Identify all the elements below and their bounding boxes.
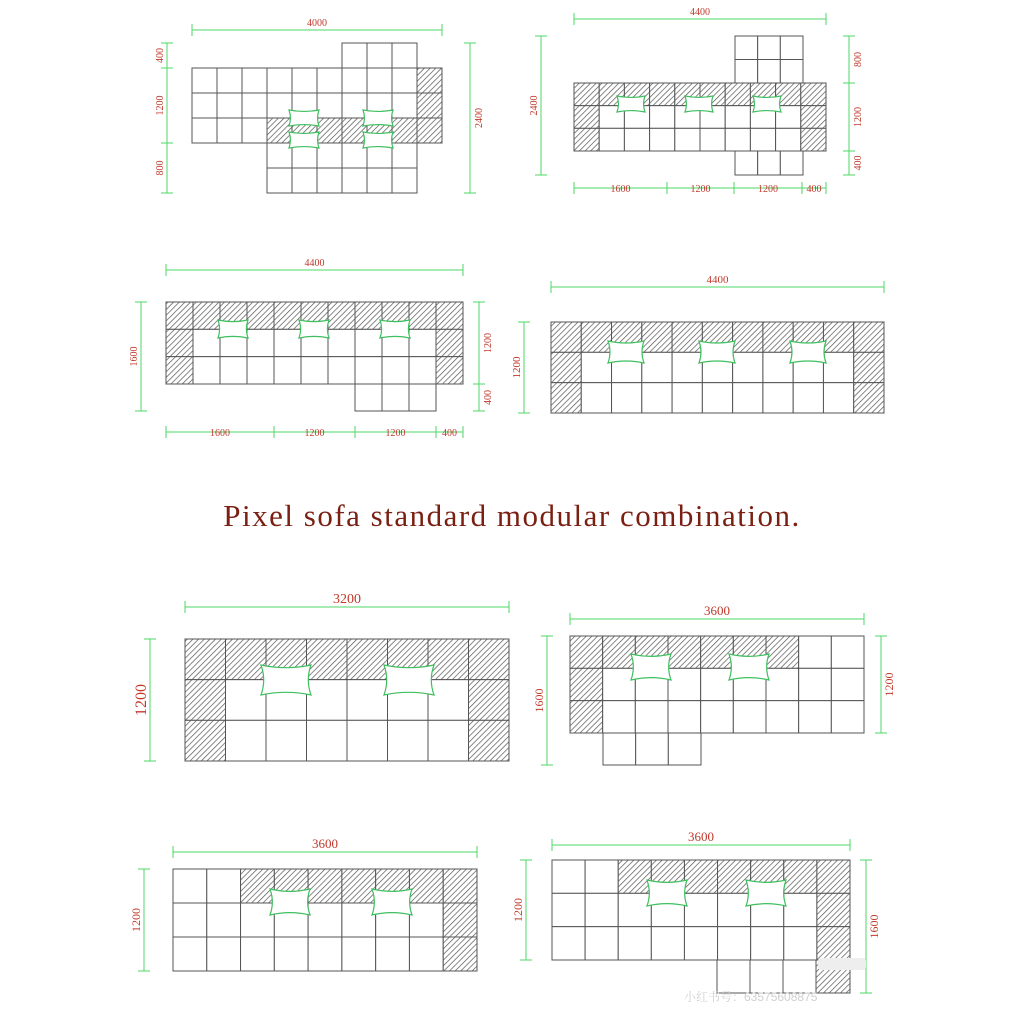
sofa-module [417,68,442,93]
sofa-module [636,733,669,765]
dimension-label: 1600 [129,346,140,367]
sofa-module [766,636,799,668]
cushion-icon [746,880,786,906]
sofa-module [382,384,409,411]
sofa-module [192,93,217,118]
sofa-module [570,636,603,668]
sofa-module [469,639,510,680]
sofa-module [207,937,241,971]
sofa-module [342,168,367,193]
sofa-module [823,383,853,413]
sofa-module [733,322,763,352]
sofa-module [817,860,850,893]
sofa-module [409,869,443,903]
cushion-icon [261,665,311,695]
sofa-module [342,937,376,971]
dimension-label: 3600 [704,603,730,618]
cushion-icon [289,110,319,126]
diagram-2 [529,7,864,195]
sofa-module [392,43,417,68]
sofa-module [618,927,651,960]
sofa-module [226,639,267,680]
sofa-module [193,302,220,329]
sofa-module [242,118,267,143]
sofa-module [854,322,884,352]
sofa-module [317,168,342,193]
sofa-module [618,860,651,893]
sofa-module [185,720,226,761]
sofa-module [342,43,367,68]
sofa-module [367,43,392,68]
sofa-module [612,383,642,413]
sofa-module [650,128,675,151]
sofa-module [367,68,392,93]
sofa-module [207,903,241,937]
dimension-label: 1200 [155,95,166,116]
sofa-module [700,128,725,151]
sofa-module [342,903,376,937]
sofa-module [763,383,793,413]
sofa-module [552,893,585,926]
sofa-module [173,869,207,903]
sofa-module [672,322,702,352]
sofa-module [585,893,618,926]
sofa-module [817,927,850,960]
sofa-module [307,720,348,761]
sofa-module [185,639,226,680]
sofa-module [317,68,342,93]
sofa-module [443,903,477,937]
sofa-module [274,357,301,384]
sofa-module [581,352,611,382]
sofa-module [382,357,409,384]
sofa-module [317,143,342,168]
sofa-module [763,352,793,382]
cushion-icon [380,320,410,338]
dimension-label: 1600 [210,428,230,439]
sofa-module [733,701,766,733]
sofa-module [392,93,417,118]
sofa-module [684,860,717,893]
sofa-module [776,128,801,151]
sofa-module [292,68,317,93]
sofa-module [247,357,274,384]
sofa-module [328,329,355,356]
sofa-module [241,869,275,903]
sofa-module [392,68,417,93]
sofa-module [428,720,469,761]
sofa-module [780,151,803,175]
sofa-module [750,128,775,151]
sofa-module [603,668,636,700]
dimension-label: 400 [806,184,822,195]
cushion-icon [299,320,329,338]
sofa-module [355,302,382,329]
sofa-module [642,322,672,352]
sofa-module [409,329,436,356]
sofa-module [651,927,684,960]
sofa-module [684,893,717,926]
sofa-module [603,733,636,765]
sofa-module [292,168,317,193]
sofa-module [307,680,348,721]
dimension-label: 2400 [474,108,485,128]
cushion-icon [685,96,713,112]
sofa-module [220,357,247,384]
diagram-4 [511,274,884,413]
sofa-module [342,869,376,903]
watermark-text: 小红书号：63575608875 [684,990,818,1004]
sofa-module [166,329,193,356]
dimension-label: 1200 [882,672,896,697]
sofa-module [733,352,763,382]
sofa-module [675,128,700,151]
sofa-module [185,680,226,721]
sofa-module [784,893,817,926]
sofa-module [763,322,793,352]
dimension-label: 1200 [853,107,864,127]
sofa-module [409,903,443,937]
sofa-module [570,668,603,700]
sofa-module [226,680,267,721]
sofa-module [574,128,599,151]
cushion-icon [372,889,412,915]
sofa-module [599,128,624,151]
dimension-label: 4000 [307,18,327,29]
dimension-label: 1200 [690,184,711,195]
dimension-label: 800 [853,52,864,67]
sofa-module [166,302,193,329]
sofa-module [585,860,618,893]
sofa-module [266,720,307,761]
sofa-module [193,329,220,356]
sofa-module [574,106,599,129]
sofa-module [817,893,850,926]
sofa-module [317,118,342,143]
sofa-module [684,927,717,960]
cushion-icon [790,341,826,363]
sofa-module [417,93,442,118]
sofa-module [701,701,734,733]
sofa-module [217,68,242,93]
sofa-module [725,106,750,129]
sofa-module [355,357,382,384]
dimension-label: 1200 [304,428,325,439]
sofa-module [317,93,342,118]
dimension-label: 4400 [304,258,325,269]
sofa-module [308,903,342,937]
sofa-module [784,927,817,960]
cushion-icon [631,654,671,680]
cushion-icon [384,665,434,695]
sofa-module [392,143,417,168]
dimension-label: 3600 [688,829,714,844]
sofa-module [725,83,750,106]
sofa-module [267,143,292,168]
sofa-module [823,352,853,382]
dimension-label: 4400 [706,274,729,286]
sofa-module [247,302,274,329]
sofa-module [347,680,388,721]
sofa-module [735,36,758,60]
sofa-module [603,636,636,668]
dimension-label: 1600 [610,184,631,195]
sofa-module [635,701,668,733]
sofa-module [735,151,758,175]
sofa-module [766,668,799,700]
sofa-module [192,68,217,93]
sofa-module [267,68,292,93]
sofa-module [642,383,672,413]
diagram-3 [129,258,494,439]
dimension-label: 400 [442,428,457,439]
cushion-icon [729,654,769,680]
sofa-module [409,384,436,411]
cushion-icon [218,320,248,338]
sofa-module [801,83,826,106]
cushion-icon [699,341,735,363]
dimension-label: 800 [155,160,166,176]
dimension-label: 1200 [511,898,525,922]
sofa-module [328,357,355,384]
sofa-module [570,701,603,733]
sofa-module [347,720,388,761]
sofa-module [551,383,581,413]
sofa-module [799,636,832,668]
dimension-label: 1200 [483,333,494,353]
sofa-module [193,357,220,384]
sofa-module [585,927,618,960]
cushion-icon [753,96,781,112]
sofa-module [226,720,267,761]
sofa-module [823,322,853,352]
sofa-module [217,93,242,118]
sofa-module [207,869,241,903]
cushion-icon [617,96,645,112]
sofa-module [831,636,864,668]
sofa-module [668,636,701,668]
sofa-module [308,869,342,903]
sofa-module [392,118,417,143]
sofa-module [267,118,292,143]
sofa-module [274,937,308,971]
sofa-module [192,118,217,143]
sofa-module [581,383,611,413]
sofa-module [551,322,581,352]
sofa-module [342,93,367,118]
sofa-module [854,383,884,413]
caption-title: Pixel sofa standard modular combination. [223,498,801,533]
sofa-module [347,639,388,680]
sofa-module [308,937,342,971]
dimension-label: 400 [155,48,166,63]
sofa-module [342,68,367,93]
sofa-module [392,168,417,193]
sofa-module [668,668,701,700]
sofa-module [409,357,436,384]
sofa-module [469,720,510,761]
sofa-module [618,893,651,926]
sofa-module [436,357,463,384]
dimension-label: 3200 [333,592,361,607]
sofa-module [735,60,758,84]
sofa-module [388,720,429,761]
cushion-icon [647,880,687,906]
sofa-module [166,357,193,384]
sofa-module [443,869,477,903]
sofa-module [831,701,864,733]
sofa-module [672,352,702,382]
sofa-module [173,903,207,937]
sofa-module [751,927,784,960]
watermark-badge [818,958,866,970]
diagram-1 [155,18,485,193]
sofa-module [436,302,463,329]
sofa-module [417,118,442,143]
sofa-module [701,668,734,700]
sofa-module [242,68,267,93]
sofa-module [367,168,392,193]
sofa-module [274,329,301,356]
dimension-label: 2400 [529,95,540,116]
diagram-6 [532,603,896,765]
sofa-module [702,383,732,413]
sofa-module [780,36,803,60]
sofa-module [267,168,292,193]
sofa-module [274,302,301,329]
sofa-module [793,383,823,413]
sofa-module [552,860,585,893]
sofa-module [443,937,477,971]
sofa-module [247,329,274,356]
diagram-7 [129,836,477,971]
sofa-module [428,680,469,721]
sofa-module [241,937,275,971]
sofa-module [173,937,207,971]
sofa-module [718,860,751,893]
dimension-label: 1600 [532,688,546,713]
sofa-module [801,128,826,151]
sofa-module [307,639,348,680]
dimension-label: 1200 [385,428,406,439]
sofa-module [603,701,636,733]
sofa-module [574,83,599,106]
sofa-module [301,357,328,384]
sofa-module [758,60,781,84]
sofa-module [801,106,826,129]
sofa-module [328,302,355,329]
sofa-module [355,329,382,356]
cushion-icon [289,132,319,148]
cushion-icon [363,110,393,126]
sofa-module [624,128,649,151]
sofa-module [718,927,751,960]
sofa-module [784,860,817,893]
dimension-label: 1200 [129,908,143,932]
sofa-module [799,701,832,733]
sofa-module [551,352,581,382]
cushion-icon [363,132,393,148]
cushion-icon [608,341,644,363]
sofa-module [428,639,469,680]
sofa-module [217,118,242,143]
sofa-module [758,151,781,175]
dimension-label: 1600 [867,914,881,939]
sofa-module [581,322,611,352]
sofa-module [642,352,672,382]
sofa-module [668,733,701,765]
diagram-5 [133,592,509,761]
dimension-label: 1200 [133,684,150,716]
sofa-module [733,383,763,413]
sofa-module [342,118,367,143]
cushion-icon [270,889,310,915]
dimension-label: 1200 [511,356,523,379]
sofa-module [766,701,799,733]
sofa-module [436,329,463,356]
sofa-module [650,83,675,106]
sofa-module [831,668,864,700]
sofa-module [701,636,734,668]
dimension-label: 400 [483,390,494,405]
dimension-label: 1200 [758,184,778,195]
sofa-module [409,302,436,329]
sofa-module [355,384,382,411]
sofa-module [242,93,267,118]
sofa-module [469,680,510,721]
sofa-module [718,893,751,926]
sofa-module [668,701,701,733]
dimension-label: 3600 [312,836,338,851]
sofa-module [267,93,292,118]
sofa-module [241,903,275,937]
sofa-module [552,927,585,960]
sofa-module [725,128,750,151]
sofa-module [376,937,410,971]
sofa-module [854,352,884,382]
sofa-module [650,106,675,129]
sofa-module [409,937,443,971]
sofa-module [672,383,702,413]
dimension-label: 4400 [690,7,710,18]
dimension-label: 400 [853,155,864,171]
sofa-module [758,36,781,60]
sofa-module [799,668,832,700]
sofa-module [780,60,803,84]
